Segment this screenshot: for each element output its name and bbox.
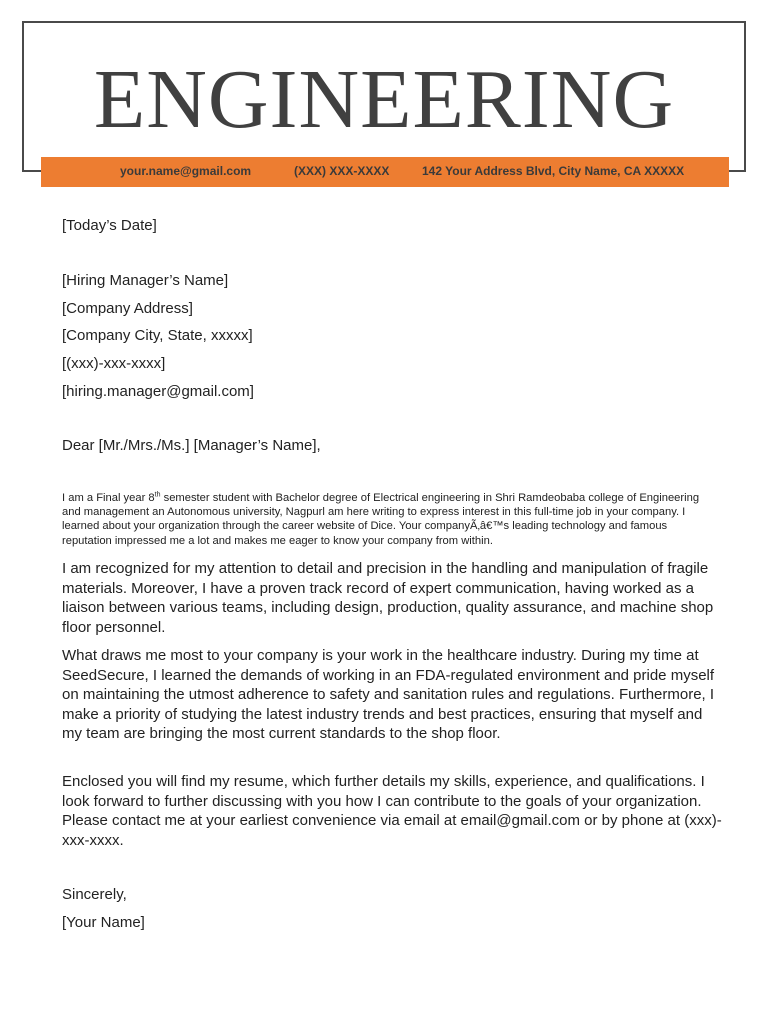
recipient-city-state: [Company City, State, xxxxx] — [62, 327, 253, 344]
contact-email: your.name@gmail.com — [120, 164, 252, 178]
contact-phone: (XXX) XXX-XXXX — [294, 164, 390, 178]
body-paragraph-1: I am recognized for my attention to detail and precision in the handling and manipulation of fragile materials. Moreover, I have a proven track record of expert communication, having worked as a liaison between various teams, including design, production, quality assurance, and machine shop floor personnel. — [62, 560, 714, 636]
body-paragraph-3: Enclosed you will find my resume, which further details my skills, experience, and qualifications. I look forward to further discussing with you how I can contribute to the goals of your organization. Please contact me at your earliest convenience via email at email@gmail.com or by phone at (xxx)-xxx-xxxx. — [62, 773, 722, 849]
signature: [Your Name] — [62, 914, 145, 931]
recipient-phone: [(xxx)-xxx-xxxx] — [62, 355, 166, 372]
intro-paragraph — [62, 491, 712, 548]
intro-superscript: th — [154, 491, 161, 499]
body-paragraph-2: What draws me most to your company is your work in the healthcare industry. During my time at SeedSecure, I learned the demands of working in an FDA-regulated environment and pride myself on maintaining the utmost adherence to safety and sanitation rules and regulations. Furthermore, I make a priority of studying the latest industry trends and best practices, ensuring that myself and my team are bringing the most current standards to the shop floor. — [62, 647, 715, 742]
intro-text-start: I am a Final year 8 — [62, 492, 155, 504]
page-title: ENGINEERING — [93, 53, 675, 146]
contact-address: 142 Your Address Blvd, City Name, CA XXXXX — [422, 164, 685, 178]
recipient-name: [Hiring Manager’s Name] — [62, 272, 229, 289]
salutation: Dear [Mr./Mrs./Ms.] [Manager’s Name], — [62, 437, 321, 454]
recipient-company-address: [Company Address] — [62, 300, 193, 317]
letter-date: [Today’s Date] — [62, 217, 157, 234]
recipient-email: [hiring.manager@gmail.com] — [62, 383, 254, 400]
closing: Sincerely, — [62, 886, 127, 903]
intro-text-rest: semester student with Bachelor degree of Electrical engineering in Shri Ramdeobaba college of Engineering and management an Autonomous university, Nagpurl am here writing to express interest in this full-time job in your company. I learned about your organization through the career website of Dice. Your companyÃ‚â€™s leading technology and famous reputation impressed me a lot and makes me eager to know your company from within. — [62, 492, 700, 547]
